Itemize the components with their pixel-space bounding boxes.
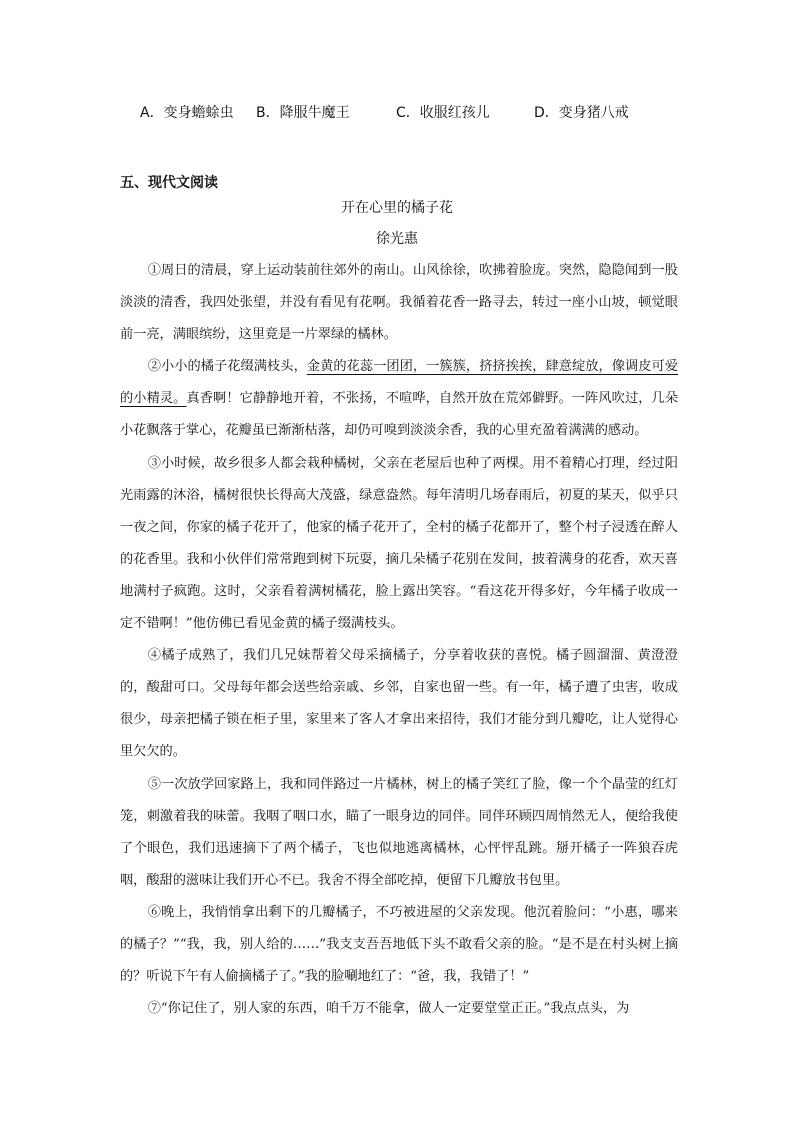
section-heading: 五、现代文阅读 [120, 175, 218, 191]
option-a: A．变身蟾蜍虫 [140, 105, 234, 121]
article-body [120, 255, 678, 1025]
paragraph-3: ③小时候，故乡很多人都会栽种橘树，父亲在老屋后也种了两棵。用不着精心打理，经过阳光雨露的沐浴，橘树很快长得高大茂盛，绿意盎然。每年清明几场春雨后，初夏的某天，似乎只一夜之间，你家的橘子花开了，他家的橘子花开了，全村的橘子花都开了，整个村子浸透在醉人的花香里。我和小伙伴们常常跑到树下玩耍，摘几朵橘子花别在发间，披着满身的花香，欢天喜地满村子疯跑。这时，父亲看着满树橘花，脸上露出笑容。“看这花开得多好，今年橘子收成一定不错啊！”他仿佛已看见金黄的橘子缀满枝头。 [120, 455, 678, 632]
underlined-sentence: 金黄的花蕊一团团，一簇簇，挤挤挨挨，肆意绽放，像调皮可爱的小精灵。 [120, 359, 679, 407]
paragraph-1: ①周日的清晨，穿上运动装前往郊外的南山。山风徐徐，吹拂着脸庞。突然，隐隐闻到一股淡淡的清香，我四处张望，并没有看见有花啊。我循着花香一路寻去，转过一座小山坡，顿觉眼前一亮，满眼缤纷，这里竟是一片翠绿的橘林。 [120, 263, 678, 343]
option-d: D．变身猪八戒 [534, 105, 629, 121]
answer-options [136, 102, 696, 124]
option-b: B．降服牛魔王 [256, 105, 350, 121]
paragraph-2-start: ②小小的橘子花缀满枝头， [147, 359, 307, 375]
paragraph-4: ④橘子成熟了，我们几兄妹帮着父母采摘橘子，分享着收获的喜悦。橘子圆溜溜、黄澄澄的，酸甜可口。父母每年都会送些给亲戚、乡邻，自家也留一些。有一年，橘子遭了虫害，收成很少，母亲把橘子锁在柜子里，家里来了客人才拿出来招待，我们才能分到几瓣吃，让人觉得心里欠欠的。 [120, 648, 678, 760]
article-author: 徐光惠 [376, 231, 418, 247]
paragraph-2-end: 真香啊！它静静地开着，不张扬，不喧哗，自然开放在荒郊僻野。一阵风吹过，几朵小花飘落于掌心，花瓣虽已渐渐枯落，却仍可嗅到淡淡余香，我的心里充盈着满满的感动。 [120, 391, 679, 439]
paragraph-6: ⑥晚上，我悄悄拿出剩下的几瓣橘子，不巧被进屋的父亲发现。他沉着脸问：“小惠，哪来的橘子？”“我，我，别人给的……”我支支吾吾地低下头不敢看父亲的脸。“是不是在村头树上摘的？听说下午有人偷摘橘子了。”我的脸唰地红了：“爸，我，我错了！” [120, 904, 678, 985]
option-c: C．收服红孩儿 [396, 105, 490, 121]
paragraph-2 [120, 351, 678, 447]
paragraph-5: ⑤一次放学回家路上，我和同伴路过一片橘林，树上的橘子笑红了脸，像一个个晶莹的红灯笼，刺激着我的味蕾。我咽了咽口水，瞄了一眼身边的同伴。同伴环顾四周悄然无人，便给我使了个眼色，我们迅速摘下了两个橘子，飞也似地逃离橘林，心怦怦乱跳。掰开橘子一阵狼吞虎咽，酸甜的滋味让我们开心不已。我舍不得全部吃掉，便留下几瓣放书包里。 [120, 776, 678, 888]
article-title: 开在心里的橘子花 [341, 200, 453, 216]
paragraph-7: ⑦“你记住了，别人家的东西，咱千万不能拿，做人一定要堂堂正正。”我点点头，为 [147, 1001, 630, 1017]
